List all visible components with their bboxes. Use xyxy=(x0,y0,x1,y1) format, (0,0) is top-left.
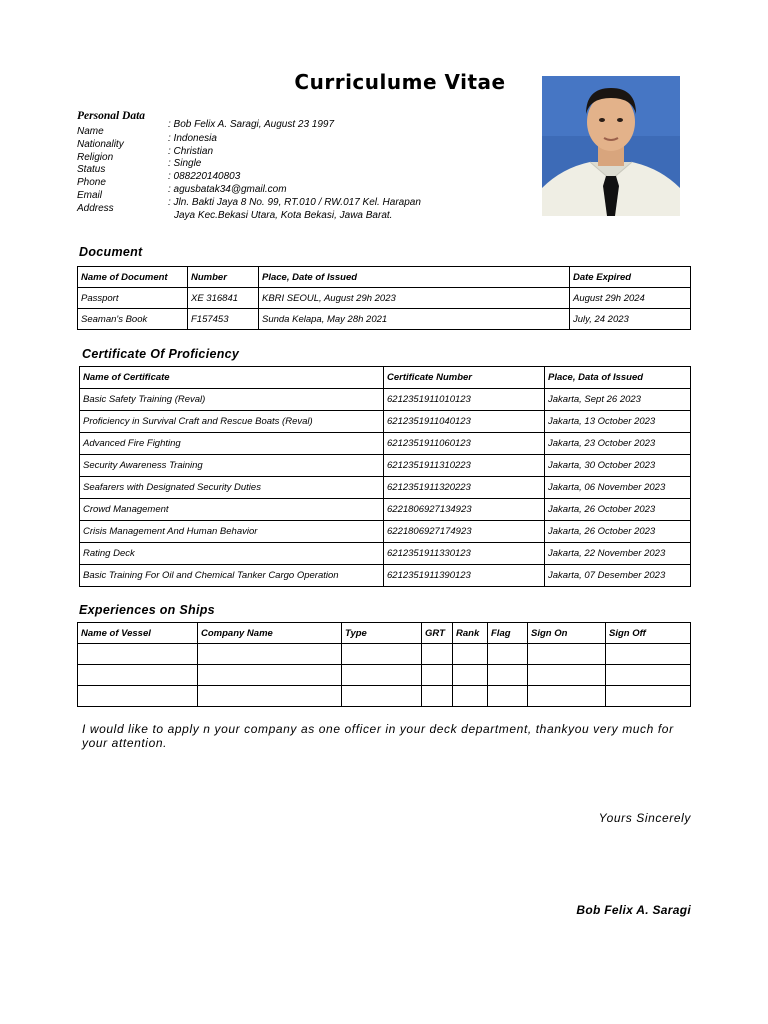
table-cell: Jakarta, 26 October 2023 xyxy=(545,499,691,521)
table-cell: 6212351911310223 xyxy=(384,455,545,477)
table-cell: Jakarta, 07 Desember 2023 xyxy=(545,565,691,587)
table-cell: 6221806927134923 xyxy=(384,499,545,521)
table-cell: Jakarta, 30 October 2023 xyxy=(545,455,691,477)
column-header: Company Name xyxy=(198,623,342,644)
table-cell: Seafarers with Designated Security Duties xyxy=(80,477,384,499)
document-title: Curriculume Vitae xyxy=(294,70,506,94)
signature-name: Bob Felix A. Saragi xyxy=(576,903,691,917)
table-cell: Basic Safety Training (Reval) xyxy=(80,389,384,411)
table-cell: 6212351911060123 xyxy=(384,433,545,455)
column-header: Number xyxy=(188,267,259,288)
table-cell: Jakarta, 13 October 2023 xyxy=(545,411,691,433)
status-label: Status xyxy=(77,164,106,176)
table-cell: F157453 xyxy=(188,309,259,330)
table-cell xyxy=(606,665,691,686)
portrait-image xyxy=(542,76,680,216)
address-value-line2: Jaya Kec.Bekasi Utara, Kota Bekasi, Jawa Barat. xyxy=(174,209,393,221)
table-cell: Jakarta, 26 October 2023 xyxy=(545,521,691,543)
table-cell: 6221806927174923 xyxy=(384,521,545,543)
address-value-line1: : Jln. Bakti Jaya 8 No. 99, RT.010 / RW.017 Kel. Harapan xyxy=(168,196,421,208)
document-heading: Document xyxy=(79,245,143,259)
profile-photo xyxy=(542,76,680,216)
table-row xyxy=(80,521,691,543)
table-cell xyxy=(78,665,198,686)
table-cell xyxy=(78,686,198,707)
phone-label: Phone xyxy=(77,177,106,189)
table-cell: Crowd Management xyxy=(80,499,384,521)
certificates-header-row xyxy=(80,367,691,389)
table-cell xyxy=(198,644,342,665)
email-value: : agusbatak34@gmail.com xyxy=(168,183,287,195)
table-cell xyxy=(342,644,422,665)
table-cell: Jakarta, 06 November 2023 xyxy=(545,477,691,499)
status-value: : Single xyxy=(168,158,202,170)
table-row xyxy=(78,309,691,330)
column-header: Name of Vessel xyxy=(78,623,198,644)
table-cell: Security Awareness Training xyxy=(80,455,384,477)
table-cell: 6212351911040123 xyxy=(384,411,545,433)
email-label: Email xyxy=(77,189,103,201)
table-cell xyxy=(488,644,528,665)
table-cell: Jakarta, Sept 26 2023 xyxy=(545,389,691,411)
table-cell xyxy=(198,686,342,707)
table-cell: 6212351911010123 xyxy=(384,389,545,411)
table-cell: Seaman's Book xyxy=(78,309,188,330)
experiences-heading: Experiences on Ships xyxy=(79,603,215,617)
personal-data-heading: Personal Data xyxy=(77,110,146,122)
table-row xyxy=(78,665,691,686)
religion-value: : Christian xyxy=(168,145,214,157)
table-cell: Jakarta, 23 October 2023 xyxy=(545,433,691,455)
table-cell xyxy=(453,644,488,665)
table-cell: Jakarta, 22 November 2023 xyxy=(545,543,691,565)
table-cell: Rating Deck xyxy=(80,543,384,565)
certificates-table xyxy=(79,366,691,587)
column-header: Sign On xyxy=(528,623,606,644)
table-cell xyxy=(606,686,691,707)
table-cell: Crisis Management And Human Behavior xyxy=(80,521,384,543)
nationality-value: : Indonesia xyxy=(168,132,217,144)
document-header-row xyxy=(78,267,691,288)
column-header: Name of Certificate xyxy=(80,367,384,389)
column-header: Name of Document xyxy=(78,267,188,288)
table-cell xyxy=(606,644,691,665)
address-label: Address xyxy=(77,202,114,214)
experiences-table xyxy=(77,622,691,707)
personal-data-values xyxy=(168,119,458,222)
table-cell: Basic Training For Oil and Chemical Tanker Cargo Operation xyxy=(80,565,384,587)
table-row xyxy=(78,686,691,707)
table-row xyxy=(80,499,691,521)
table-cell xyxy=(453,665,488,686)
table-cell xyxy=(488,665,528,686)
column-header: Type xyxy=(342,623,422,644)
table-row xyxy=(78,644,691,665)
table-row xyxy=(80,565,691,587)
table-cell xyxy=(198,665,342,686)
document-table xyxy=(77,266,691,330)
phone-value: : 088220140803 xyxy=(168,171,241,183)
column-header: Flag xyxy=(488,623,528,644)
table-cell: XE 316841 xyxy=(188,288,259,309)
table-row xyxy=(80,455,691,477)
table-row xyxy=(80,411,691,433)
table-cell xyxy=(422,644,453,665)
name-value: : Bob Felix A. Saragi, August 23 1997 xyxy=(168,119,335,130)
table-cell: 6212351911330123 xyxy=(384,543,545,565)
table-cell xyxy=(528,665,606,686)
table-cell: August 29h 2024 xyxy=(570,288,691,309)
table-cell xyxy=(78,644,198,665)
table-cell: July, 24 2023 xyxy=(570,309,691,330)
table-cell xyxy=(528,686,606,707)
table-cell xyxy=(453,686,488,707)
certificates-heading: Certificate Of Proficiency xyxy=(82,347,240,361)
table-cell: Advanced Fire Fighting xyxy=(80,433,384,455)
table-cell xyxy=(488,686,528,707)
cover-letter-text: I would like to apply n your company as one officer in your deck department, thankyou very much for your attention. xyxy=(82,722,674,750)
column-header: Place, Data of Issued xyxy=(545,367,691,389)
column-header: Place, Date of Issued xyxy=(259,267,570,288)
table-cell: 6212351911320223 xyxy=(384,477,545,499)
column-header: Certificate Number xyxy=(384,367,545,389)
table-cell xyxy=(422,686,453,707)
table-cell xyxy=(342,665,422,686)
table-cell: Proficiency in Survival Craft and Rescue Boats (Reval) xyxy=(80,411,384,433)
table-row xyxy=(80,477,691,499)
personal-data-labels xyxy=(77,126,124,216)
table-cell xyxy=(528,644,606,665)
table-row xyxy=(80,389,691,411)
table-cell xyxy=(342,686,422,707)
experiences-header-row xyxy=(78,623,691,644)
column-header: GRT xyxy=(422,623,453,644)
table-row xyxy=(80,543,691,565)
table-cell: KBRI SEOUL, August 29h 2023 xyxy=(259,288,570,309)
nationality-label: Nationality xyxy=(77,138,124,150)
column-header: Date Expired xyxy=(570,267,691,288)
table-cell: Passport xyxy=(78,288,188,309)
column-header: Sign Off xyxy=(606,623,691,644)
table-row xyxy=(78,288,691,309)
name-label: Name xyxy=(77,126,104,137)
religion-label: Religion xyxy=(77,151,114,163)
table-cell: 6212351911390123 xyxy=(384,565,545,587)
closing-text: Yours Sincerely xyxy=(598,811,691,825)
table-cell: Sunda Kelapa, May 28h 2021 xyxy=(259,309,570,330)
table-cell xyxy=(422,665,453,686)
table-row xyxy=(80,433,691,455)
column-header: Rank xyxy=(453,623,488,644)
